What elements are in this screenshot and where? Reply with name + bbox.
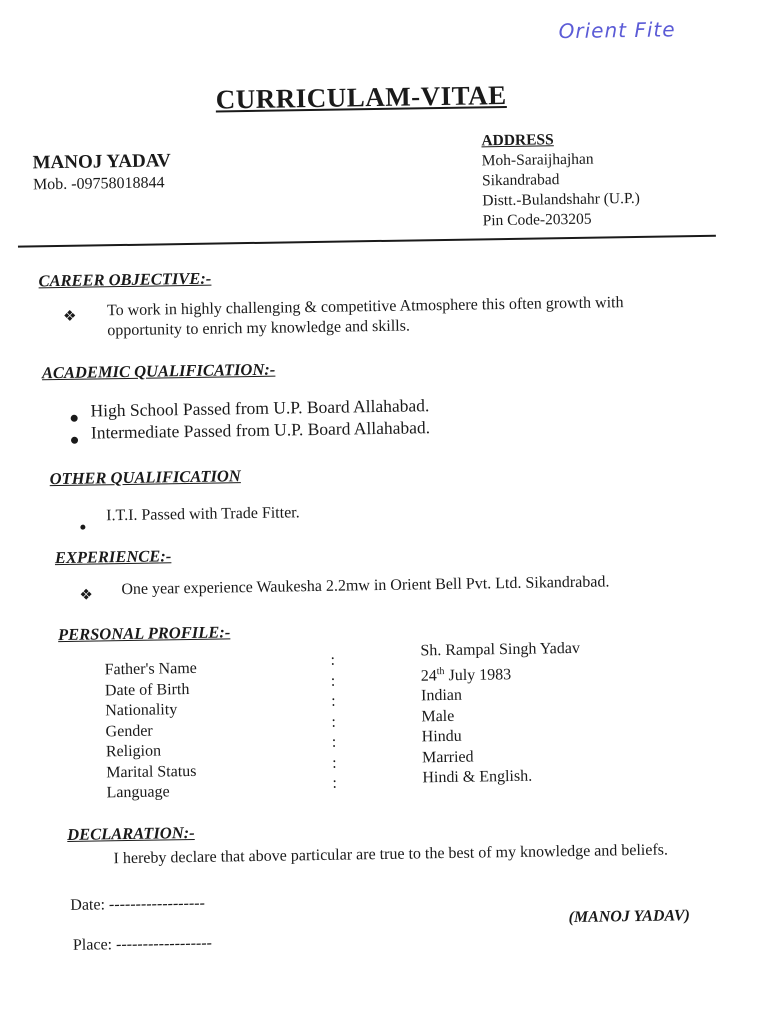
profile-colon: : <box>330 672 336 690</box>
career-objective-line: opportunity to enrich my knowledge and skills. <box>107 317 411 340</box>
dob-suffix: th <box>436 665 445 677</box>
personal-labels <box>104 659 198 804</box>
signature: (MANOJ YADAV) <box>568 907 691 927</box>
career-objective-line: To work in highly challenging & competitive Atmosphere this often growth with <box>106 294 624 320</box>
applicant-name: MANOJ YADAV <box>32 150 171 174</box>
address-heading: ADDRESS <box>481 131 554 150</box>
profile-label: Religion <box>105 742 162 761</box>
language-value: Hindi & English. <box>422 767 533 787</box>
date-field: Date: ------------------ <box>70 894 206 914</box>
dot-bullet-icon <box>71 431 78 449</box>
academic-item: Intermediate Passed from U.P. Board Allahabad. <box>90 417 431 443</box>
mobile-number: Mob. -09758018844 <box>32 174 165 194</box>
profile-label: Date of Birth <box>104 680 190 699</box>
father-name-value: Sh. Rampal Singh Yadav <box>420 639 581 660</box>
personal-values <box>420 639 582 789</box>
address-line: Sikandrabad <box>481 171 560 190</box>
other-qualification-heading: OTHER QUALIFICATION <box>49 466 241 489</box>
address-block <box>481 129 640 231</box>
profile-colon: : <box>331 692 336 710</box>
dob-day: 24 <box>420 666 437 685</box>
profile-colon: : <box>330 651 336 669</box>
address-line: Distt.-Bulandshahr (U.P.) <box>482 189 641 210</box>
personal-colons <box>330 651 337 795</box>
marital-status-value: Married <box>421 748 474 767</box>
dot-bullet-icon <box>80 517 85 535</box>
address-line: Pin Code-203205 <box>482 210 592 230</box>
page-title: CURRICULAM-VITAE <box>215 79 507 115</box>
religion-value: Hindu <box>421 728 462 746</box>
diamond-bullet-icon: ❖ <box>79 587 94 604</box>
other-qualification-item: I.T.I. Passed with Trade Fitter. <box>106 504 300 525</box>
profile-colon: : <box>332 774 338 792</box>
gender-value: Male <box>421 707 455 726</box>
profile-colon: : <box>331 733 337 751</box>
diamond-bullet-icon: ❖ <box>62 308 77 325</box>
profile-label: Marital Status <box>106 762 197 781</box>
experience-heading: EXPERIENCE:- <box>54 546 172 568</box>
dot-bullet-icon <box>71 409 78 427</box>
profile-label: Nationality <box>105 701 178 720</box>
personal-profile-heading: PERSONAL PROFILE:- <box>57 622 231 645</box>
profile-label: Language <box>106 783 170 802</box>
declaration-text: I hereby declare that above particular are true to the best of my knowledge and beliefs. <box>113 841 669 868</box>
handwritten-note: Orient Fite <box>558 17 676 44</box>
experience-item: One year experience Waukesha 2.2mw in Orient Bell Pvt. Ltd. Sikandrabad. <box>121 573 610 599</box>
profile-colon: : <box>331 713 337 731</box>
declaration-heading: DECLARATION:- <box>67 822 195 844</box>
dob-value <box>421 659 581 686</box>
header-divider <box>18 235 716 248</box>
dob-rest: July 1983 <box>444 665 512 684</box>
address-line: Moh-Saraijhajhan <box>481 150 594 170</box>
career-objective-heading: CAREER OBJECTIVE:- <box>38 268 212 291</box>
profile-label: Father's Name <box>104 659 197 679</box>
place-field: Place: ------------------ <box>72 934 213 954</box>
profile-label: Gender <box>105 722 153 740</box>
profile-colon: : <box>331 754 337 772</box>
academic-item: High School Passed from U.P. Board Allahabad. <box>90 395 430 421</box>
nationality-value: Indian <box>420 687 463 705</box>
academic-heading: ACADEMIC QUALIFICATION:- <box>41 359 276 383</box>
